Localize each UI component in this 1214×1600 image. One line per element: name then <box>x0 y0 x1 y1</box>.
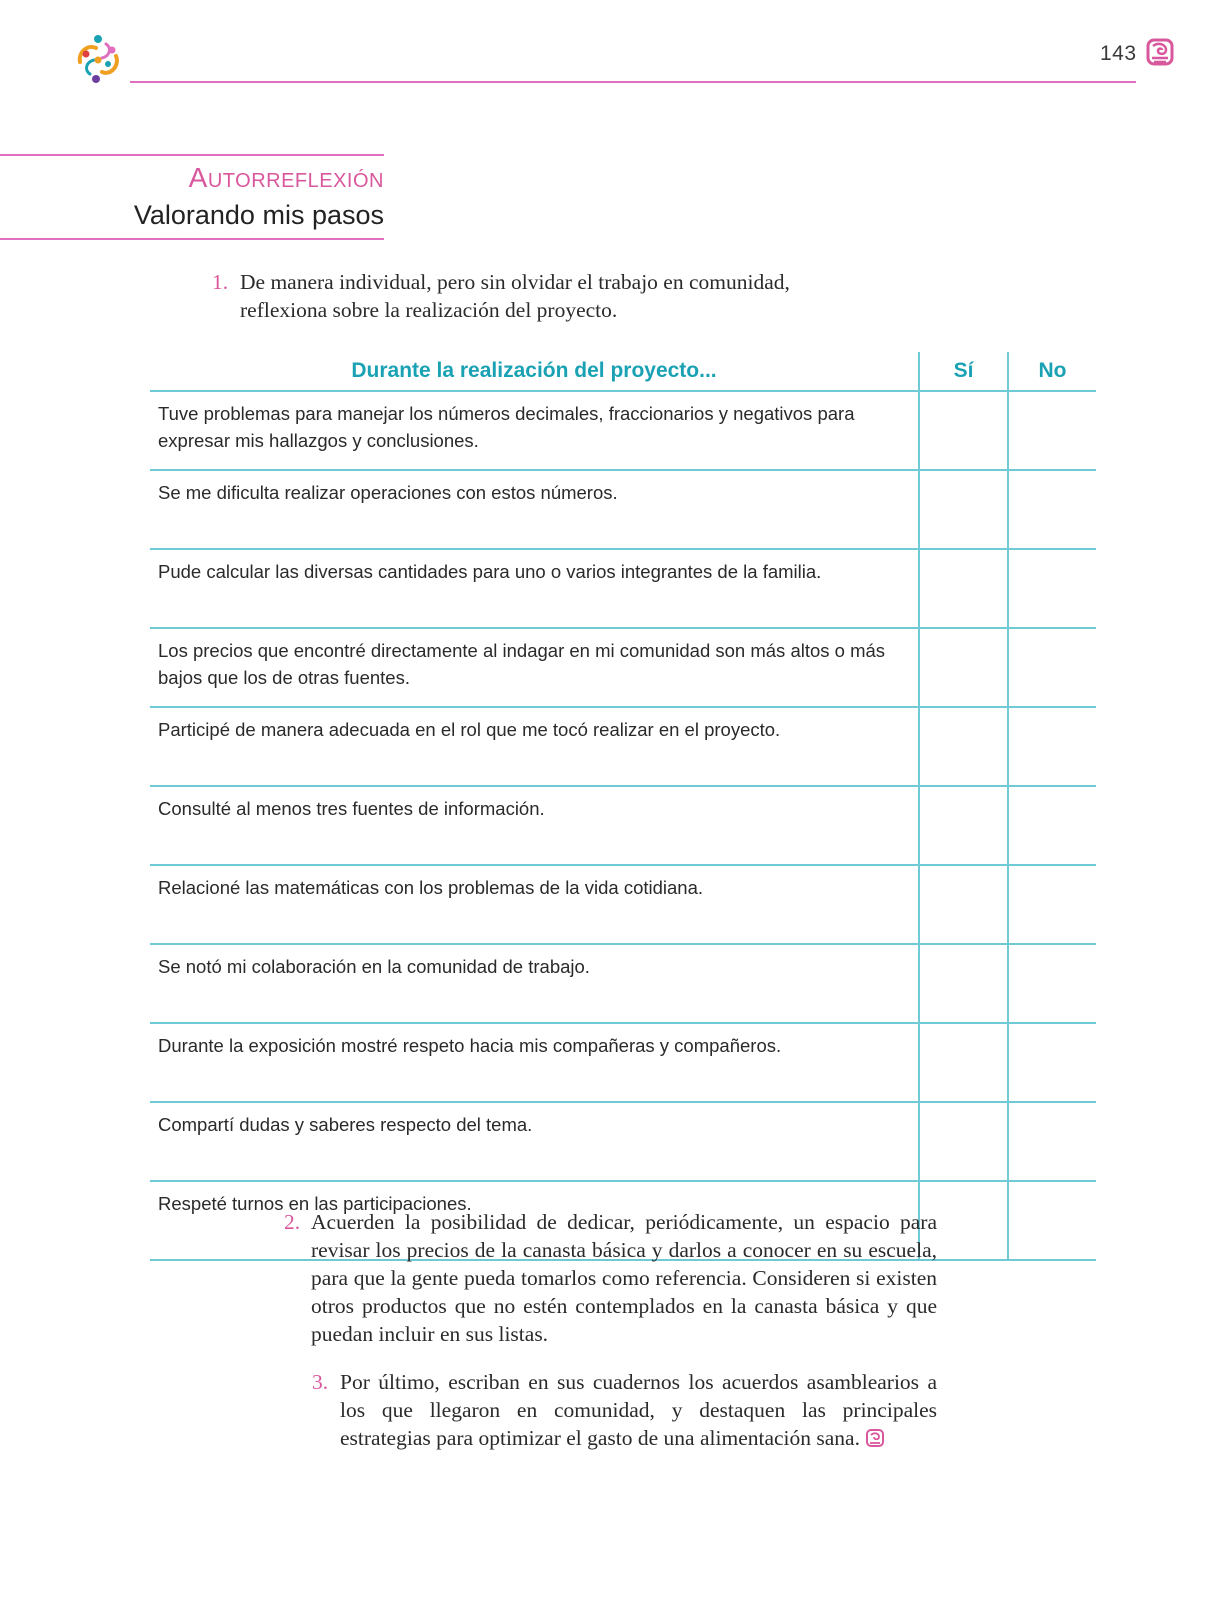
table-header-row <box>150 352 1096 391</box>
statement-cell: Relacioné las matemáticas con los problemas de la vida cotidiana. <box>150 865 919 944</box>
yes-cell[interactable] <box>919 944 1008 1023</box>
table-row <box>150 786 1096 865</box>
instruction-text: De manera individual, pero sin olvidar el trabajo en comunidad, reflexiona sobre la realización del proyecto. <box>240 270 790 322</box>
section-rule-top <box>0 154 384 156</box>
table-row <box>150 1023 1096 1102</box>
no-cell[interactable] <box>1008 1102 1096 1181</box>
no-cell[interactable] <box>1008 1181 1096 1260</box>
statement-cell: Se notó mi colaboración en la comunidad de trabajo. <box>150 944 919 1023</box>
table-row <box>150 707 1096 786</box>
yes-cell[interactable] <box>919 391 1008 470</box>
table-row <box>150 865 1096 944</box>
yes-cell[interactable] <box>919 865 1008 944</box>
yes-cell[interactable] <box>919 1023 1008 1102</box>
yes-cell[interactable] <box>919 1102 1008 1181</box>
instruction-number: 3. <box>312 1370 329 1394</box>
statement-cell: Compartí dudas y saberes respecto del tema. <box>150 1102 919 1181</box>
table-row <box>150 470 1096 549</box>
yes-cell[interactable] <box>919 549 1008 628</box>
no-cell[interactable] <box>1008 865 1096 944</box>
statement-cell: Consulté al menos tres fuentes de información. <box>150 786 919 865</box>
yes-cell[interactable] <box>919 707 1008 786</box>
page-number: 143 <box>1100 42 1137 65</box>
header-rule <box>130 81 1136 83</box>
no-cell[interactable] <box>1008 786 1096 865</box>
no-cell[interactable] <box>1008 1023 1096 1102</box>
section-subtitle: Valorando mis pasos <box>133 200 384 230</box>
instruction-text: Acuerden la posibilidad de dedicar, periódicamente, un espacio para revisar los precios de la canasta básica y darlos a conocer en su escuela, para que la gente pueda tomarlos como referencia. Consideren si existen otros productos que no estén contemplados en la canasta básica y que puedan incluir en sus listas. <box>311 1210 937 1346</box>
instruction-text: Por último, escriban en sus cuadernos los acuerdos asamblearios a los que llegaron en comunidad, y destaquen las principales estrategias para optimizar el gasto de una alimentación sana. <box>340 1370 937 1450</box>
statement-cell: Pude calcular las diversas cantidades para uno o varios integrantes de la familia. <box>150 549 919 628</box>
section-rule-bottom <box>0 238 384 240</box>
pink-glyph-ornament-icon <box>1146 38 1174 66</box>
table-row <box>150 391 1096 470</box>
no-cell[interactable] <box>1008 549 1096 628</box>
instruction-3 <box>312 1368 937 1452</box>
instruction-1 <box>212 268 822 324</box>
column-header-statement: Durante la realización del proyecto... <box>150 352 919 391</box>
table-row <box>150 944 1096 1023</box>
statement-cell: Se me dificulta realizar operaciones con estos números. <box>150 470 919 549</box>
section-title: Autorreflexión <box>188 162 384 193</box>
statement-cell: Durante la exposición mostré respeto hacia mis compañeras y compañeros. <box>150 1023 919 1102</box>
table-row <box>150 1102 1096 1181</box>
no-cell[interactable] <box>1008 470 1096 549</box>
table-row <box>150 628 1096 707</box>
yes-cell[interactable] <box>919 470 1008 549</box>
no-cell[interactable] <box>1008 391 1096 470</box>
yes-cell[interactable] <box>919 628 1008 707</box>
pink-glyph-end-mark-icon <box>866 1429 884 1447</box>
statement-cell: Los precios que encontré directamente al indagar en mi comunidad son más altos o más bajos que los de otras fuentes. <box>150 628 919 707</box>
table-row <box>150 549 1096 628</box>
self-assessment-table <box>150 352 1096 1261</box>
no-cell[interactable] <box>1008 628 1096 707</box>
column-header-no: No <box>1008 352 1096 391</box>
yes-cell[interactable] <box>919 786 1008 865</box>
statement-cell: Respeté turnos en las participaciones. <box>150 1181 919 1260</box>
no-cell[interactable] <box>1008 944 1096 1023</box>
instruction-number: 1. <box>212 270 229 294</box>
instruction-number: 2. <box>284 1210 301 1234</box>
column-header-yes: Sí <box>919 352 1008 391</box>
instruction-2 <box>284 1208 937 1348</box>
statement-cell: Tuve problemas para manejar los números decimales, fraccionarios y negativos para expresar mis hallazgos y conclusiones. <box>150 391 919 470</box>
community-people-logo-icon <box>72 34 124 84</box>
no-cell[interactable] <box>1008 707 1096 786</box>
statement-cell: Participé de manera adecuada en el rol que me tocó realizar en el proyecto. <box>150 707 919 786</box>
